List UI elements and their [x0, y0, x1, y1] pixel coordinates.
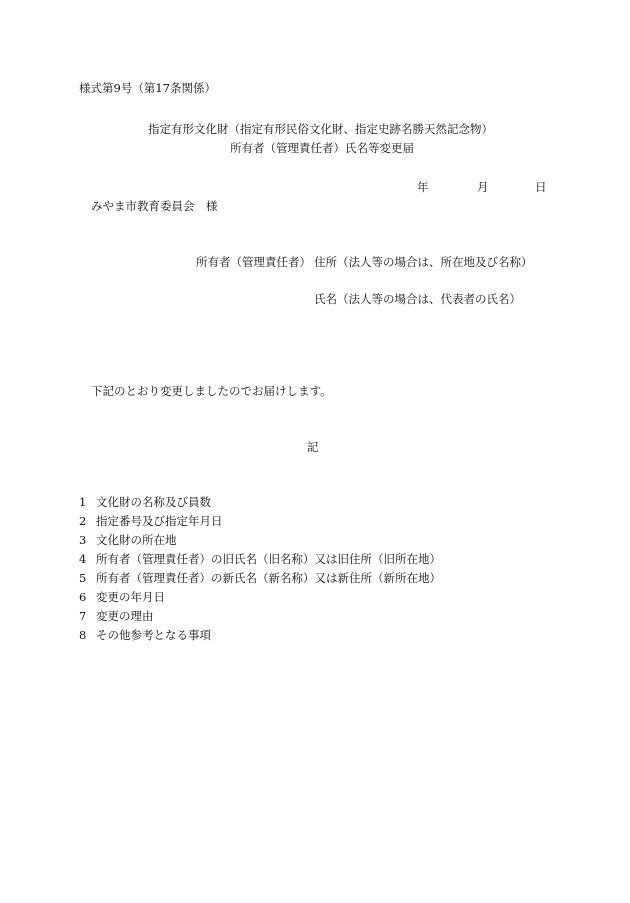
- item-text: その他参考となる事項: [96, 628, 211, 642]
- document-title-line-2: 所有者（管理責任者）氏名等変更届: [230, 141, 414, 155]
- date-year-label: 年: [417, 180, 429, 194]
- form-number: 様式第9号（第17条関係）: [79, 81, 216, 95]
- item-text: 所有者（管理責任者）の新氏名（新名称）又は新住所（新所在地）: [96, 571, 441, 585]
- list-item: [79, 496, 441, 515]
- item-text: 変更の年月日: [96, 590, 165, 604]
- list-item: [79, 572, 441, 591]
- item-text: 変更の理由: [96, 609, 154, 623]
- owner-address-label: 住所（法人等の場合は、所在地及び名称）: [314, 255, 533, 269]
- item-number: 5: [79, 571, 87, 585]
- item-number: 1: [79, 495, 87, 509]
- list-item: [79, 591, 441, 610]
- list-item: [79, 515, 441, 534]
- item-text: 所有者（管理責任者）の旧氏名（旧名称）又は旧住所（旧所在地）: [96, 552, 441, 566]
- list-item: [79, 610, 441, 629]
- item-number: 6: [79, 590, 87, 604]
- item-number: 2: [79, 514, 87, 528]
- item-number: 8: [79, 628, 87, 642]
- addressee: みやま市教育委員会 様: [91, 199, 218, 213]
- item-text: 指定番号及び指定年月日: [96, 514, 223, 528]
- list-item: [79, 553, 441, 572]
- list-item: [79, 534, 441, 553]
- item-number: 3: [79, 533, 87, 547]
- date-month-label: 月: [477, 180, 489, 194]
- list-item: [79, 629, 441, 648]
- item-text: 文化財の所在地: [96, 533, 177, 547]
- owner-label: 所有者（管理責任者）: [196, 255, 311, 269]
- item-list: [79, 496, 441, 648]
- item-number: 4: [79, 552, 87, 566]
- item-text: 文化財の名称及び員数: [96, 495, 211, 509]
- document-title-line-1: 指定有形文化財（指定有形民俗文化財、指定史跡名勝天然記念物）: [148, 122, 493, 136]
- notice-text: 下記のとおり変更しましたのでお届けします。: [91, 384, 332, 398]
- owner-name-label: 氏名（法人等の場合は、代表者の氏名）: [314, 292, 521, 306]
- date-day-label: 日: [535, 180, 547, 194]
- item-number: 7: [79, 609, 87, 623]
- ki-heading: 記: [307, 440, 319, 454]
